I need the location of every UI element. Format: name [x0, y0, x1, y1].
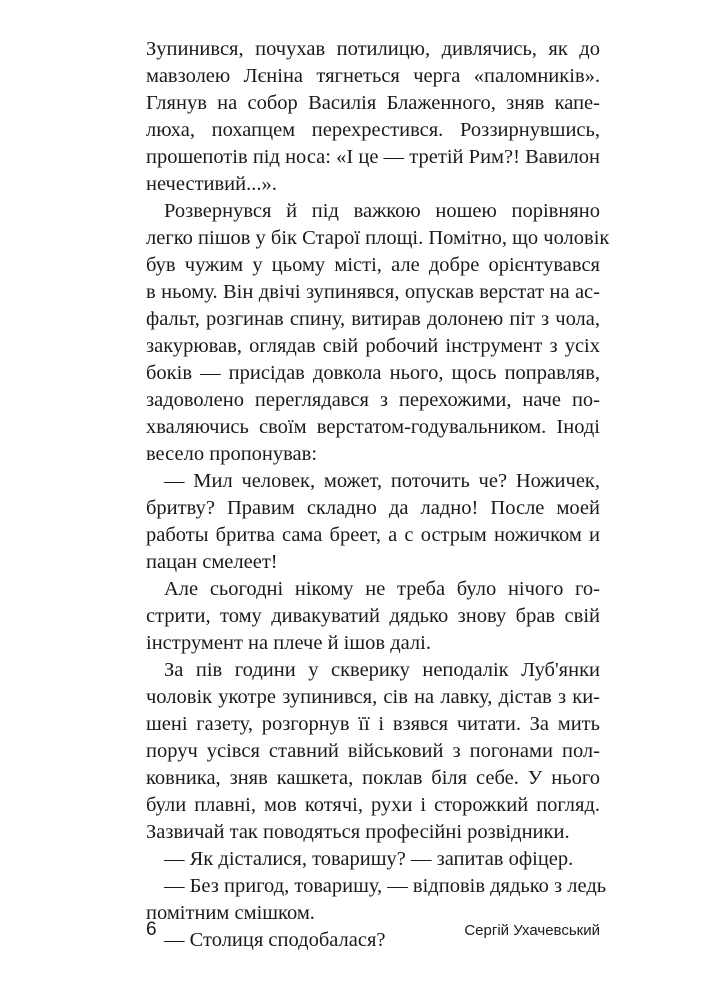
text-line: Зазвичай так поводяться професійні розвідники. — [146, 821, 570, 843]
text-line: був чужим у цьому місті, але добре орієнтувався — [146, 254, 600, 276]
paragraph-first-line: Але сьогодні нікому не треба було нічого го- — [164, 578, 600, 600]
text-line: Глянув на собор Василія Блаженного, зняв капе- — [146, 92, 600, 114]
text-line: прошепотів під носа: «І це — третій Рим?! Вавилон — [146, 146, 600, 168]
dialogue-line: — Столиця сподобалася? — [164, 929, 386, 951]
text-line: хваляючись своїм верстатом-годувальником. Іноді — [146, 416, 600, 438]
text-line: задоволено переглядався з перехожими, наче по- — [146, 389, 600, 411]
text-line: фальт, розгинав спину, витирав долонею піт з чола, — [146, 308, 600, 330]
text-line: інструмент на плече й ішов далі. — [146, 632, 431, 654]
text-line: весело пропонував: — [146, 443, 318, 465]
dialogue-line: — Як дісталися, товаришу? — запитав офіцер. — [164, 848, 574, 870]
text-line: работы бритва сама бреет, а с острым ножичком и — [146, 524, 600, 546]
text-line: були плавні, мов котячі, рухи і сторожкий погляд. — [146, 794, 600, 816]
text-line: помітним смішком. — [146, 902, 315, 924]
text-line: Зупинився, почухав потилицю, дивлячись, як до — [146, 38, 600, 60]
text-line: бритву? Правим складно да ладно! После моей — [146, 497, 600, 519]
dialogue-line: — Без пригод, товаришу, — відповів дядько з ледь — [164, 875, 607, 897]
text-line: чоловік укотре зупинився, сів на лавку, дістав з ки- — [146, 686, 600, 708]
text-line: люха, похапцем перехрестився. Роззирнувшись, — [146, 119, 600, 141]
text-line: поруч усівся ставний військовий з погонами пол- — [146, 740, 600, 762]
page-footer — [146, 918, 600, 942]
text-line: нечестивий...». — [146, 173, 277, 195]
text-line: шені газету, розгорнув її і взявся читати. За мить — [146, 713, 600, 735]
text-line: легко пішов у бік Старої площі. Помітно, що чоловік — [146, 227, 610, 249]
text-line: боків — присідав довкола нього, щось поправляв, — [146, 362, 600, 384]
page-number: 6 — [146, 919, 157, 940]
text-line: в ньому. Він двічі зупинявся, опускав верстат на ас- — [146, 281, 600, 303]
paragraph-first-line: — Мил человек, может, поточить че? Ножичек, — [164, 470, 600, 492]
paragraph-first-line: Розвернувся й під важкою ношею порівняно — [164, 200, 600, 222]
text-line: стрити, тому дивакуватий дядько знову брав свій — [146, 605, 600, 627]
text-line: закурював, оглядав свій робочий інструмент з усіх — [146, 335, 600, 357]
text-line: пацан смелеет! — [146, 551, 278, 573]
running-author: Сергій Ухачевський — [464, 922, 600, 939]
paragraph-first-line: За пів години у скверику неподалік Луб'янки — [164, 659, 600, 681]
text-line: мавзолею Лєніна тягнеться черга «паломників». — [146, 65, 600, 87]
text-line: ковника, зняв кашкета, поклав біля себе. У нього — [146, 767, 600, 789]
